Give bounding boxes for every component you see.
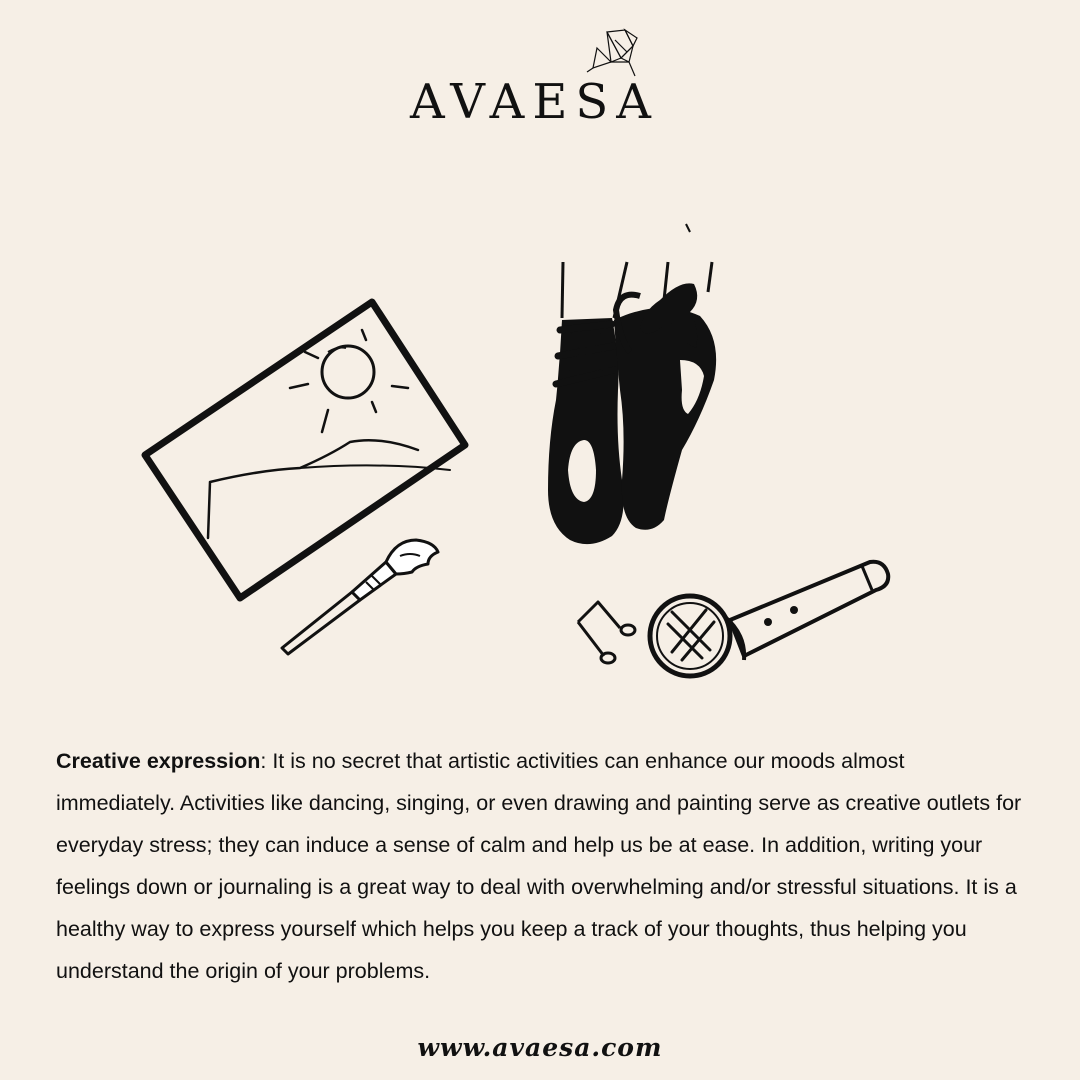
ballet-pointe-shoes-icon	[548, 224, 716, 544]
paragraph-heading: Creative expression	[56, 749, 261, 773]
creative-expression-paragraph	[56, 740, 1026, 992]
heading-separator: :	[260, 749, 267, 773]
paragraph-body: It is no secret that artistic activities can enhance our moods almost immediately. Activities like dancing, singing, or even drawing and painting serve as creative outlets for everyday stress; they can induce a sense of calm and help us be at ease. In addition, writing your feelings down or journaling is a great way to deal with overwhelming and/or stressful situations. It is a healthy way to express yourself which helps you keep a track of your thoughts, thus helping you understand the origin of your problems.	[56, 749, 1022, 983]
brand-name: AVAESA	[410, 74, 659, 130]
music-note-icon	[578, 602, 635, 663]
microphone-icon	[650, 562, 888, 676]
website-url[interactable]: www.avaesa.com	[417, 1033, 663, 1062]
